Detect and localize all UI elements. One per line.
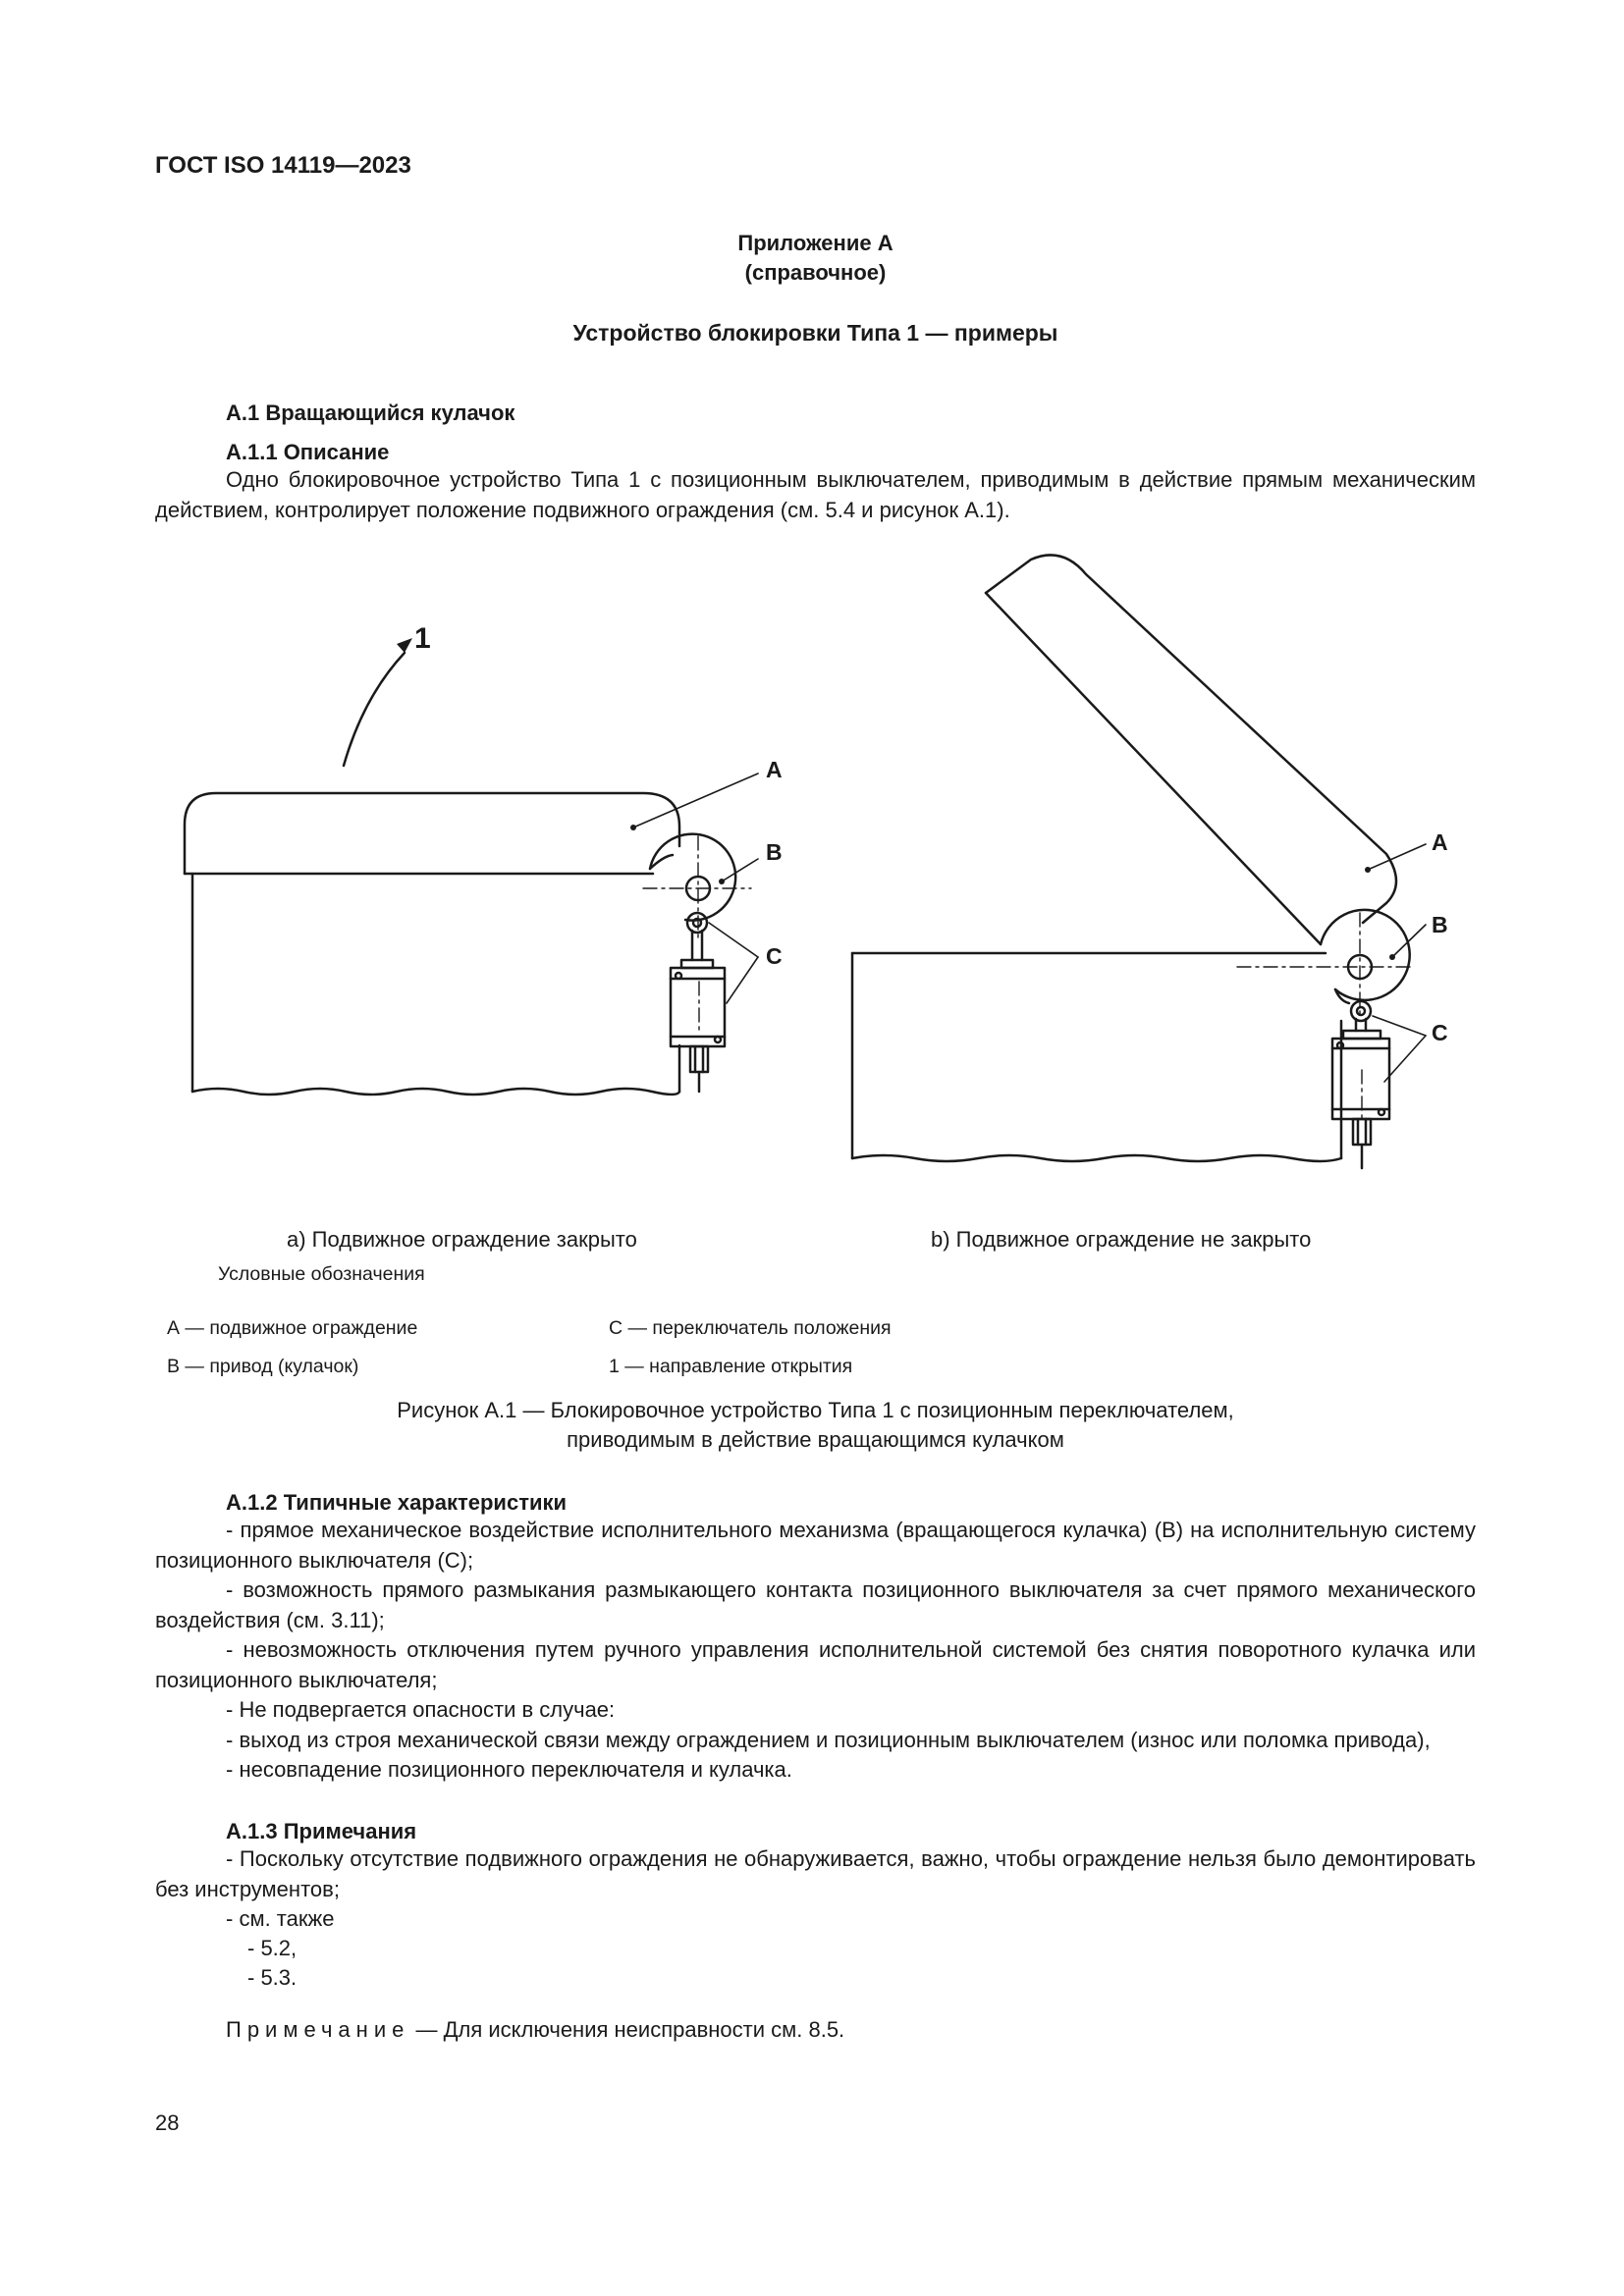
list-item: - Поскольку отсутствие подвижного ограждения не обнаруживается, важно, чтобы ограждение нельзя было демонтировать без инструментов; — [155, 1846, 1476, 1901]
page-number: 28 — [155, 2110, 180, 2135]
list-item: - Не подвергается опасности в случае: — [226, 1697, 616, 1722]
callout-a-right: A — [1432, 829, 1448, 855]
callout-1: 1 — [414, 622, 431, 655]
figure-title: Рисунок А.1 — Блокировочное устройство Типа 1 с позиционным переключателем, приводимым в действие вращающимся кулачком — [397, 1398, 1234, 1452]
caption-a: a) Подвижное ограждение закрыто — [287, 1227, 637, 1252]
callout-b-left: B — [766, 839, 783, 865]
callout-c-left: C — [766, 943, 783, 969]
section-a11-text: Одно блокировочное устройство Типа 1 с позиционным выключателем, приводимым в действие прямым механическим действием, контролирует положение подвижного ограждения (см. 5.4 и рисунок А.1). — [155, 467, 1476, 522]
legend-a: А — подвижное ограждение — [167, 1317, 418, 1339]
callout-c-right: C — [1432, 1020, 1448, 1045]
legend-b: В — привод (кулачок) — [167, 1356, 359, 1377]
callout-a-left: A — [766, 757, 783, 782]
legend-title: Условные обозначения — [218, 1263, 425, 1285]
caption-b: b) Подвижное ограждение не закрыто — [931, 1227, 1312, 1252]
list-item: - несовпадение позиционного переключателя и кулачка. — [226, 1757, 792, 1782]
section-a11-heading: А.1.1 Описание — [226, 440, 390, 464]
list-item: - невозможность отключения путем ручного управления исполнительной системой без снятия поворотного кулачка или позиционного выключателя; — [155, 1637, 1476, 1692]
annex-label: Приложение А — [737, 231, 893, 255]
open-arrow-head — [397, 638, 412, 653]
annex-title: Устройство блокировки Типа 1 — примеры — [572, 320, 1058, 346]
list-item: - прямое механическое воздействие исполнительного механизма (вращающегося кулачка) (B) на исполнительную систему позиционного выключателя (C); — [155, 1518, 1476, 1573]
note-label: Примечание — [226, 2017, 410, 2042]
list-item: - возможность прямого размыкания размыкающего контакта позиционного выключателя за счет прямого механического воздействия (см. 3.11); — [155, 1577, 1476, 1632]
list-item: - 5.3. — [247, 1965, 298, 1990]
note-text: — Для исключения неисправности см. 8.5. — [415, 2017, 845, 2042]
list-item: - см. также — [226, 1906, 335, 1931]
section-a12-list — [155, 1516, 1476, 1786]
legend-1: 1 — направление открытия — [609, 1356, 853, 1377]
legend-c: С — переключатель положения — [609, 1317, 892, 1339]
guard-closed-drawing — [185, 653, 735, 1095]
list-item: - 5.2, — [247, 1936, 298, 1960]
guard-open-drawing — [852, 555, 1410, 1168]
section-a13-heading: А.1.3 Примечания — [226, 1819, 417, 1843]
callout-b-right: B — [1432, 912, 1448, 937]
list-item: - выход из строя механической связи между ограждением и позиционным выключателем (износ или поломка привода), — [226, 1727, 1431, 1752]
section-a13-list — [155, 1844, 1476, 1904]
note — [226, 2015, 844, 2046]
document-header: ГОСТ ISO 14119—2023 — [155, 152, 411, 179]
annex-type: (справочное) — [744, 260, 887, 285]
section-a1-heading: А.1 Вращающийся кулачок — [226, 400, 515, 425]
section-a12-heading: А.1.2 Типичные характеристики — [226, 1490, 568, 1515]
